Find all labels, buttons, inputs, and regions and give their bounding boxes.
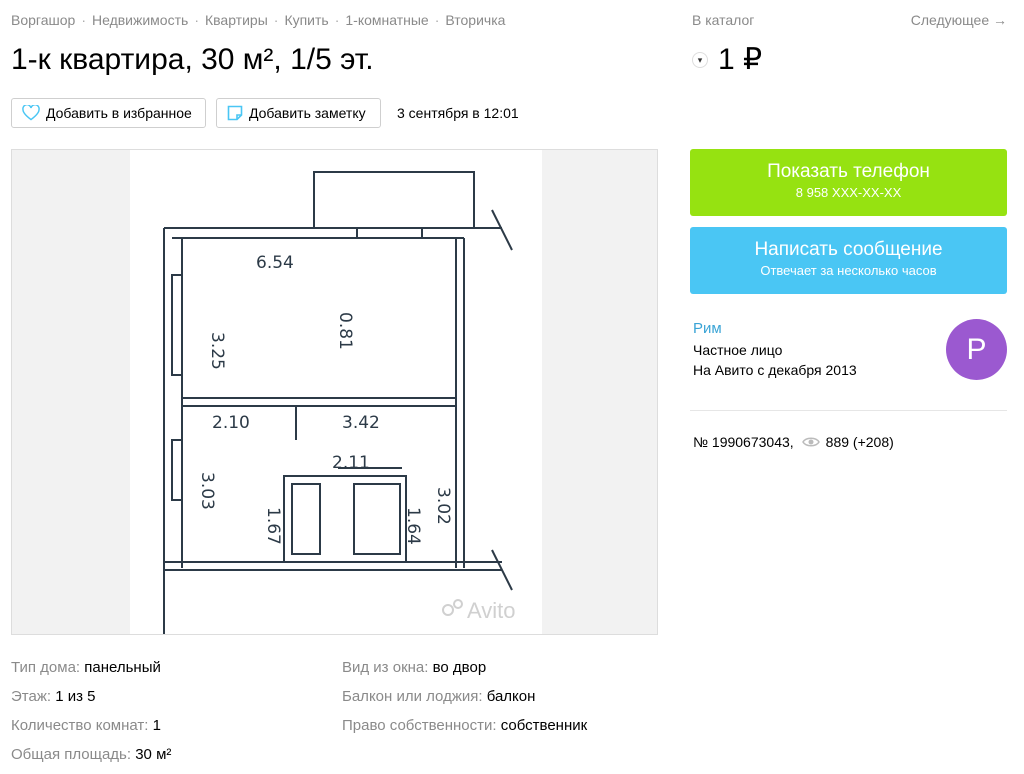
seller-since: На Авито с декабря 2013 <box>693 362 857 378</box>
param-row <box>11 658 171 687</box>
param-value: 1 из 5 <box>55 688 96 705</box>
breadcrumb-item[interactable]: Квартиры <box>204 12 268 28</box>
floor-plan-image <box>12 150 657 634</box>
plan-label: 0.81 <box>335 312 355 350</box>
add-note-button[interactable] <box>216 98 381 128</box>
show-phone-button[interactable] <box>690 149 1007 216</box>
phone-number-masked: 8 958 XXX-XX-XX <box>795 185 902 200</box>
breadcrumb-item[interactable]: Купить <box>284 12 329 28</box>
plan-label: 3.25 <box>207 332 227 370</box>
param-label: Этаж: <box>11 688 52 705</box>
param-label: Общая площадь: <box>11 746 132 763</box>
breadcrumb-separator: · <box>434 12 440 28</box>
plan-label: 2.10 <box>212 413 250 433</box>
breadcrumb-separator: · <box>81 12 86 28</box>
write-message-button[interactable] <box>690 227 1007 294</box>
add-favorite-label: Добавить в избранное <box>46 105 192 121</box>
plan-label: 3.42 <box>342 413 380 433</box>
seller-type: Частное лицо <box>693 342 783 358</box>
breadcrumb-item[interactable]: Воргашор <box>11 12 76 28</box>
show-phone-label: Показать телефон <box>767 161 930 182</box>
breadcrumb-separator: · <box>273 12 279 28</box>
param-row <box>342 716 587 745</box>
params-list-right <box>342 658 587 745</box>
param-value: панельный <box>84 659 161 676</box>
param-row <box>342 687 587 716</box>
add-favorite-button[interactable] <box>11 98 206 128</box>
listing-meta <box>693 434 894 450</box>
params-list-left <box>11 658 171 774</box>
param-label: Тип дома: <box>11 659 81 676</box>
plan-label: 3.02 <box>433 487 453 525</box>
param-label: Количество комнат: <box>11 717 149 734</box>
response-time: Отвечает за несколько часов <box>760 263 937 278</box>
note-icon <box>227 105 243 121</box>
price-block <box>692 42 762 78</box>
watermark-text: Avito <box>467 598 516 623</box>
param-label: Балкон или лоджия: <box>342 688 483 705</box>
breadcrumb-item[interactable]: Недвижимость <box>91 12 189 28</box>
param-row <box>11 745 171 774</box>
heart-icon <box>22 105 40 121</box>
add-note-label: Добавить заметку <box>249 105 366 121</box>
param-row <box>342 658 587 687</box>
param-value: во двор <box>432 659 487 676</box>
next-listing-link[interactable]: Следующее → <box>910 12 1007 28</box>
param-value: собственник <box>500 717 588 734</box>
param-label: Вид из окна: <box>342 659 429 676</box>
param-value: 30 м² <box>135 746 172 763</box>
param-row <box>11 716 171 745</box>
avatar[interactable]: Р <box>946 319 1007 380</box>
plan-label: 1.64 <box>403 507 423 545</box>
param-row <box>11 687 171 716</box>
seller-name[interactable]: Рим <box>693 320 722 337</box>
plan-label: 2.11 <box>332 453 370 473</box>
eye-icon <box>802 436 820 448</box>
breadcrumb-item[interactable]: Вторичка <box>445 12 506 28</box>
plan-label: 3.03 <box>197 472 217 510</box>
breadcrumb-separator: · <box>194 12 199 28</box>
listing-number: № 1990673043, <box>693 434 794 450</box>
chevron-down-icon[interactable]: ▾ <box>692 52 708 68</box>
param-value: 1 <box>152 717 161 734</box>
publish-date: 3 сентября в 12:01 <box>397 105 519 121</box>
breadcrumb <box>11 12 505 28</box>
write-message-label: Написать сообщение <box>754 239 943 260</box>
plan-label: 6.54 <box>256 253 294 273</box>
breadcrumb-item[interactable]: 1-комнатные <box>345 12 429 28</box>
page-title: 1-к квартира, 30 м², 1/5 эт. <box>11 43 374 76</box>
param-label: Право собственности: <box>342 717 497 734</box>
price: 1 ₽ <box>718 43 763 76</box>
listing-photo[interactable] <box>11 149 658 635</box>
view-count: 889 (+208) <box>825 434 894 450</box>
divider <box>690 410 1007 411</box>
param-value: балкон <box>486 688 536 705</box>
plan-label: 1.67 <box>263 507 283 545</box>
breadcrumb-separator: · <box>334 12 340 28</box>
catalog-link[interactable]: В каталог <box>692 12 755 28</box>
